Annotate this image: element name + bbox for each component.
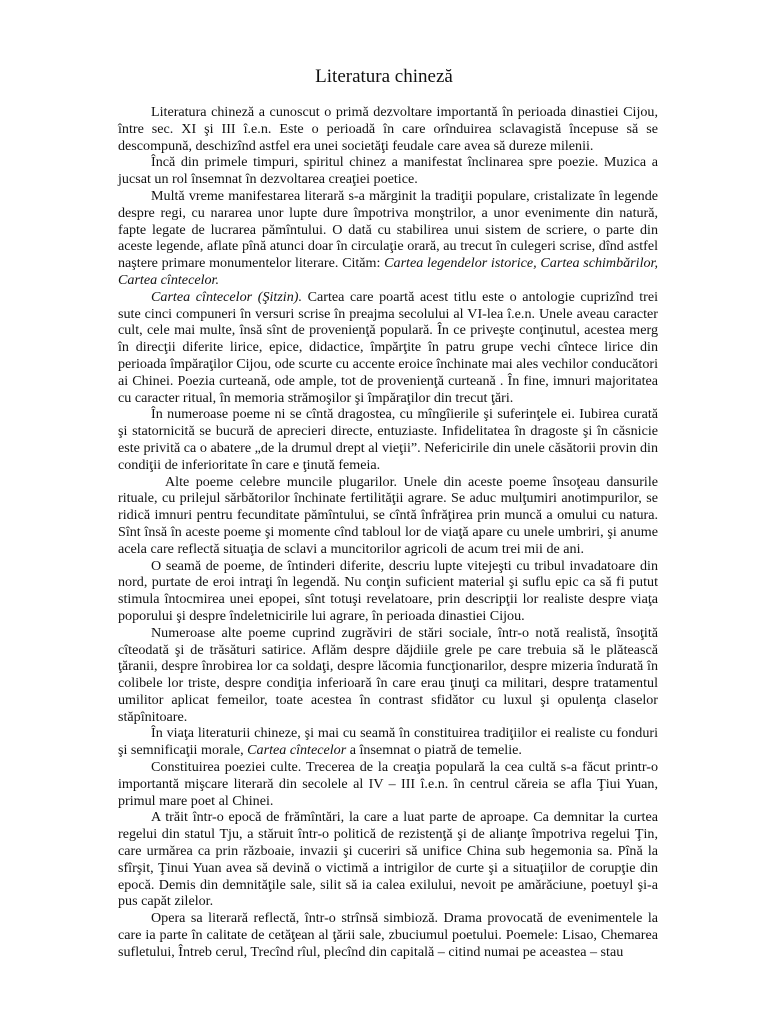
text-run: O seamă de poeme, de întinderi diferite, descriu lupte vitejeşti cu tribul invadatoare din nord, purtate de eroi intraţi în legendă. Nu conţin suficient material şi suflu epic ca să fi putut stimula întocmirea unei epopei, sînt totuşi revelatoare, prin descripţii lor realiste despre viaţa poporului şi despre îndeletnicirile lui agrare, în perioada dinastiei Cijou. <box>118 557 658 624</box>
paragraph <box>118 625 658 726</box>
paragraph <box>118 104 658 154</box>
paragraph <box>118 154 658 188</box>
text-run: Numeroase alte poeme cuprind zugrăviri de stări sociale, într-o notă realistă, însoţită cîteodată şi de trăsături satirice. Aflăm despre dăjdiile grele pe care trebuia să le plătească ţăranii, despre înrobirea lor ca soldaţi, despre lăcomia funcţionarilor, despre mizeria îndurată în colibele lor triste, despre condiţia inferioară în care erau ţinuţi ca militari, despre tratamentul umilitor aplicat femeilor, toate acestea în contrast sfidător cu luxul şi opulenţa claselor stăpînitoare. <box>118 624 658 725</box>
paragraph <box>118 406 658 473</box>
paragraph <box>118 289 658 407</box>
paragraph <box>118 474 658 558</box>
text-run: a însemnat o piatră de temelie. <box>346 742 522 759</box>
text-run: Încă din primele timpuri, spiritul chinez a manifestat înclinarea spre poezie. Muzica a jucsat un rol însemnat în dezvoltarea creaţiei poetice. <box>118 154 658 188</box>
text-run: În numeroase poeme ni se cîntă dragostea, cu mîngîierile şi suferinţele ei. Iubirea curată şi statornicită se bucură de aprecieri directe, entuziaste. Infidelitatea în dragoste şi în căsnicie este privită ca o abatere „de la drumul drept al vieţii”. Nefericirile din unele căsătorii provin din condiţii de inferioritate în care e ţinută femeia. <box>118 406 658 473</box>
text-run: Cartea care poartă acest titlu este o antologie cuprizînd trei sute cinci compuneri în versuri scrise în preajma secolului al VI-lea î.e.n. Unele aveau caracter cult, cele mai multe, însă sînt de provenienţă populară. În ce priveşte conţinutul, acestea merg în direcţii diferite lirice, epice, didactice, împărţite în patru grupe vechi cîntece lirice din perioada împăraţilor Cijou, ode scurte cu accente eroice închinate mai ales vechilor conducători ai Chinei. Poezia curteană, ode ample, tot de provenienţă curteană . În fine, imnuri majoritatea cu caracter ritual, în memoria strămoşilor şi împăraţilor din trecut ţări. <box>118 288 659 406</box>
text-run: Opera sa literară reflectă, într-o strînsă simbioză. Drama provocată de evenimentele la care ia parte în calitate de cetăţean al ţării sale, zbuciumul poetului. Poemele: Lisao, Chemarea sufletului, Întreb cerul, Trecînd rîul, plecînd din capitală – citind numai pe aceastea – stau <box>118 910 658 960</box>
paragraph <box>118 910 658 960</box>
text-run: Literatura chineză a cunoscut o primă dezvoltare importantă în perioada dinastiei Cijou, între sec. XI şi III î.e.n. Este o perioadă în care orînduirea sclavagistă începuse să se descompună, deschizînd astfel era unei societăţi feudale care avea să dureze milenii. <box>118 104 658 154</box>
italic-text: Cartea cîntecelor (Şitzin). <box>151 288 302 305</box>
document-title: Literatura chineză <box>315 66 453 87</box>
paragraph <box>118 188 658 289</box>
text-run: A trăit într-o epocă de frămîntări, la care a luat parte de aproape. Ca demnitar la curtea regelui din statul Tju, a stăruit într-o politică de rezistenţă şi de alianţe împotriva regelui Ţin, care urmărea ca prin războaie, invazii şi cuceriri să unifice China sub hegemonia sa. Pînă la sfîrşit, Ţinui Yuan avea să devină o victimă a intrigilor de curte şi a situaţiilor de corupţie din epocă. Demis din demnităţile sale, silit să ia calea exilului, nevoit pe amărăciune, poetuyl şi-a pus capăt zilelor. <box>118 809 658 910</box>
italic-text: Cartea cîntecelor <box>247 742 347 759</box>
paragraph <box>118 558 658 625</box>
italic-text: Cartea legendelor istorice, Cartea schimbărilor, Cartea cîntecelor. <box>118 255 658 288</box>
document-body <box>118 104 658 961</box>
paragraph <box>118 759 658 809</box>
text-run: Constituirea poeziei culte. Trecerea de la creaţia populară la cea cultă s-a făcut printr-o importantă mişcare literară din secolele al IV – III î.e.n. în centrul căreia se afla Ţiui Yuan, primul mare poet al Chinei. <box>118 759 658 809</box>
paragraph <box>118 809 658 910</box>
paragraph <box>118 725 658 759</box>
text-run: Alte poeme celebre muncile plugarilor. Unele din aceste poeme însoţeau dansurile rituale, cu prilejul sărbătorilor închinate fertilităţii agrare. Se aduc mulţumiri anotimpurilor, se ridică imnuri pentru fecunditate pămîntului, se cîntă înfrăţirea prin muncă a omului cu natura. Sînt însă în aceste poeme şi momente cînd tabloul lor de viaţă apare cu unele umbriri, şi anume acela care reflectă situaţia de sclavi a muncitorilor agricoli de acum trei mii de ani. <box>118 473 658 557</box>
text-run: În viaţa literaturii chineze, şi mai cu seamă în constituirea tradiţiilor ei realiste cu fonduri şi semnificaţii morale, <box>118 725 658 759</box>
text-run: Multă vreme manifestarea literară s-a mărginit la tradiţii populare, cristalizate în legende despre regi, cu nararea unor lupte dure împotriva monştrilor, a unor evenimente din natură, fapte legate de lucrarea pămîntului. O dată cu stabilirea unui sistem de scriere, o parte din aceste legende, aflate pînă atunci doar în circulaţie orară, au trecut în culegeri scrise, dînd astfel naştere primare monumentelor literare. Cităm: <box>118 187 658 272</box>
